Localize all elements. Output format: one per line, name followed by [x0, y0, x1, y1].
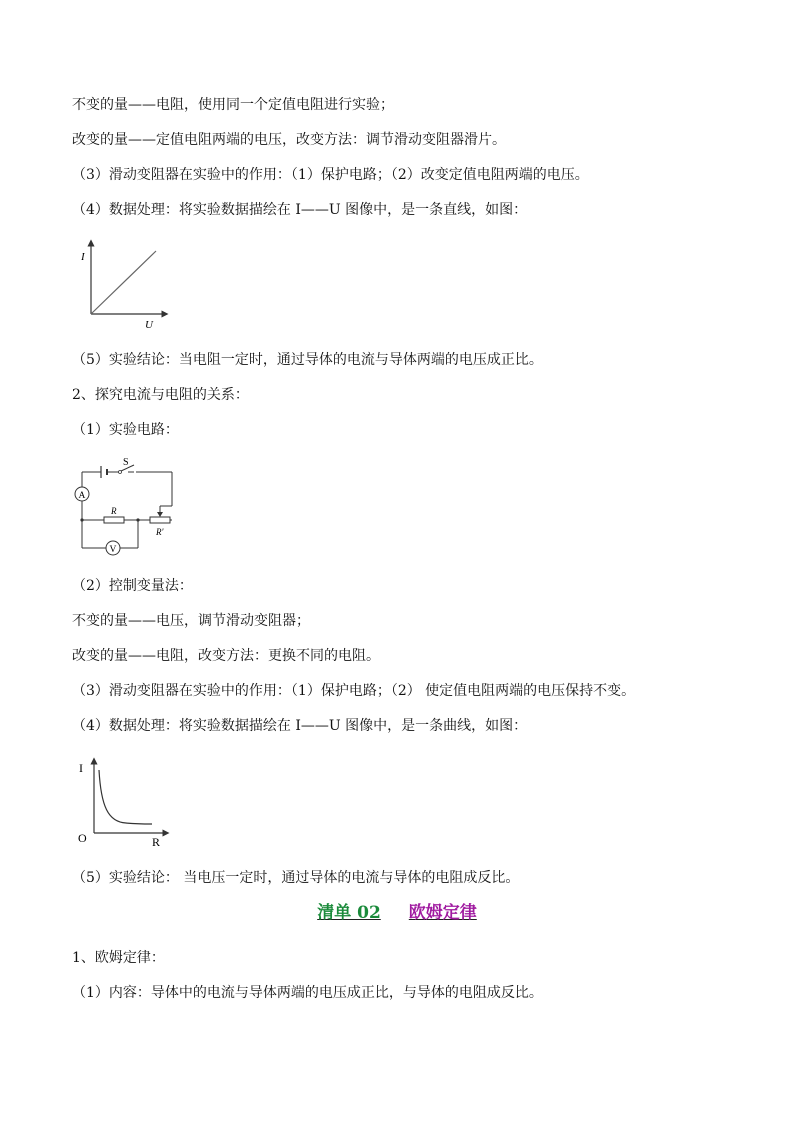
- section-title: 欧姆定律: [408, 903, 477, 923]
- text-line-data-processing-2: （4）数据处理：将实验数据描绘在 I——U 图像中，是一条曲线，如图：: [72, 718, 528, 734]
- resistor-label: R: [111, 506, 117, 516]
- y-axis-label: I: [79, 761, 83, 775]
- junction-middle: [136, 518, 139, 521]
- section-heading: [0, 902, 794, 924]
- text-line-varied-resistance: 改变的量——电阻，改变方法：更换不同的电阻。: [72, 648, 380, 664]
- text-line-data-processing-1: （4）数据处理：将实验数据描绘在 I——U 图像中，是一条直线，如图：: [72, 202, 528, 218]
- text-line-conclusion-2: （5）实验结论： 当电压一定时，通过导体的电流与导体的电阻成反比。: [72, 870, 520, 886]
- rheostat-label: R': [156, 527, 164, 537]
- i-r-graph-svg: [72, 756, 172, 846]
- i-u-graph-svg: [72, 238, 172, 333]
- ammeter-label: A: [78, 491, 86, 501]
- text-line-ohms-law-heading: 1、欧姆定律：: [72, 950, 165, 966]
- y-axis-label: I: [81, 251, 85, 263]
- text-line-section-2-heading: 2、探究电流与电阻的关系：: [72, 387, 249, 403]
- circuit-diagram: [72, 456, 182, 564]
- section-number: 清单 02: [317, 903, 381, 923]
- rheostat-slider-arrow: [157, 512, 163, 517]
- text-line-ohms-law-content: （1）内容：导体中的电流与导体两端的电压成正比，与导体的电阻成反比。: [72, 985, 543, 1001]
- data-curve: [99, 770, 152, 824]
- switch-label: S: [123, 457, 129, 468]
- text-line-rheostat-role-1: （3）滑动变阻器在实验中的作用：（1）保护电路；（2）改变定值电阻两端的电压。: [72, 167, 589, 183]
- resistor: [104, 517, 124, 523]
- i-u-graph: [72, 238, 172, 337]
- circuit-diagram-svg: [72, 456, 182, 560]
- text-line-rheostat-role-2: （3）滑动变阻器在实验中的作用：（1）保护电路；（2） 使定值电阻两端的电压保持不变。: [72, 683, 636, 699]
- x-axis-label: U: [145, 319, 153, 331]
- x-axis-label: R: [152, 835, 161, 846]
- text-line-constant-resistance: 不变的量——电阻，使用同一个定值电阻进行实验；: [72, 97, 394, 113]
- text-line-varied-voltage: 改变的量——定值电阻两端的电压，改变方法：调节滑动变阻器滑片。: [72, 132, 506, 148]
- rheostat: [150, 517, 170, 523]
- origin-label: O: [78, 831, 87, 845]
- text-line-control-variable: （2）控制变量法：: [72, 578, 193, 594]
- text-line-conclusion-1: （5）实验结论：当电阻一定时，通过导体的电流与导体两端的电压成正比。: [72, 352, 543, 368]
- text-line-circuit-heading: （1）实验电路：: [72, 422, 179, 438]
- text-line-constant-voltage: 不变的量——电压，调节滑动变阻器；: [72, 613, 310, 629]
- voltmeter-label: V: [109, 545, 117, 555]
- junction-left: [80, 518, 83, 521]
- i-r-graph: [72, 756, 172, 850]
- data-line: [91, 251, 156, 314]
